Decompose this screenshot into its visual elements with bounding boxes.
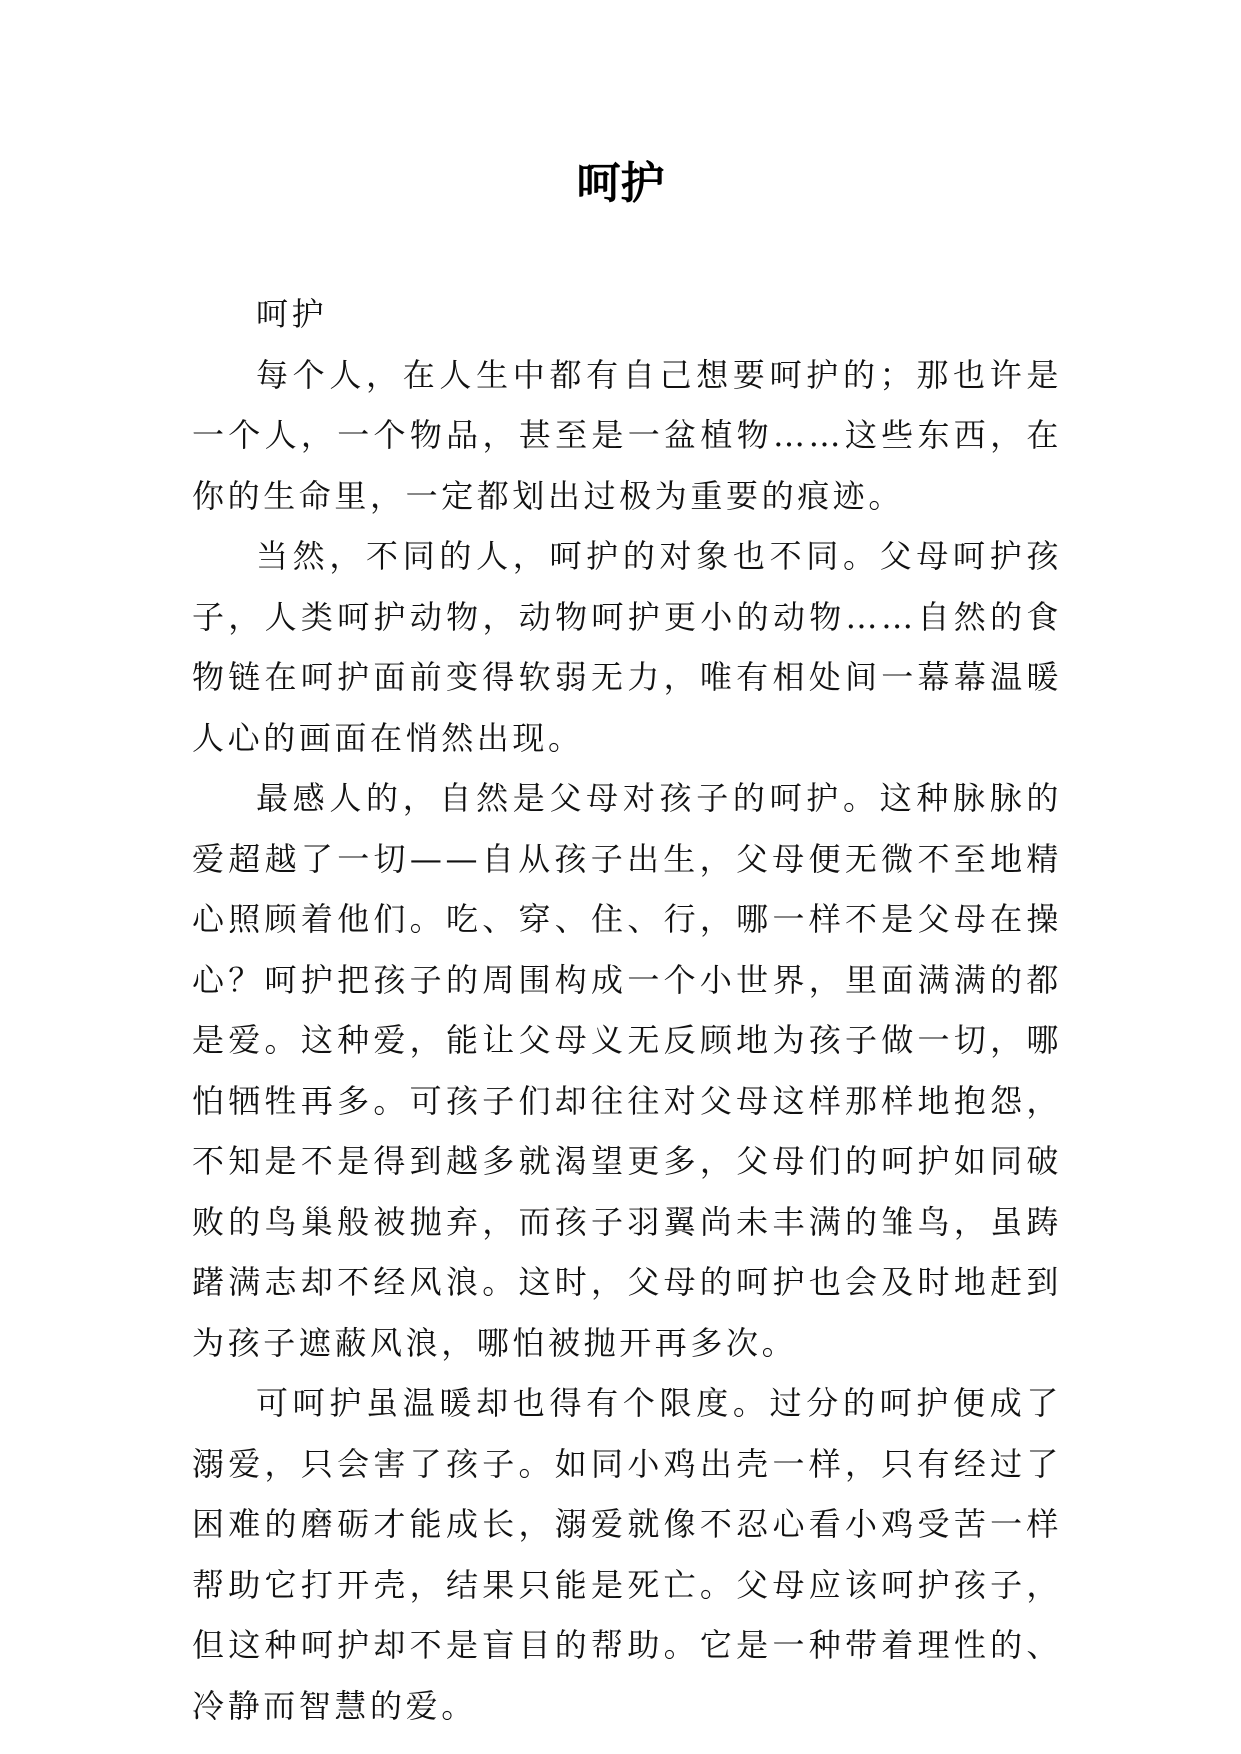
document-body [192,284,1062,1736]
paragraph-subtitle: 呵护 [256,295,328,333]
paragraph: 每个人，在人生中都有自己想要呵护的；那也许是一个人，一个物品，甚至是一盆植物……这些东西，在你的生命里，一定都划出过极为重要的痕迹。 [192,355,1062,515]
paragraph: 当然，不同的人，呵护的对象也不同。父母呵护孩子，人类呵护动物，动物呵护更小的动物……自然的食物链在呵护面前变得软弱无力，唯有相处间一幕幕温暖人心的画面在悄然出现。 [192,537,1062,757]
document-title: 呵护 [576,158,665,209]
paragraph: 最感人的，自然是父母对孩子的呵护。这种脉脉的爱超越了一切——自从孩子出生，父母便无微不至地精心照顾着他们。吃、穿、住、行，哪一样不是父母在操心？呵护把孩子的周围构成一个小世界，里面满满的都是爱。这种爱，能让父母义无反顾地为孩子做一切，哪怕牺牲再多。可孩子们却往往对父母这样那样地抱怨，不知是不是得到越多就渴望更多，父母们的呵护如同破败的鸟巢般被抛弃，而孩子羽翼尚未丰满的雏鸟，虽踌躇满志却不经风浪。这时，父母的呵护也会及时地赶到为孩子遮蔽风浪，哪怕被抛开再多次。 [192,779,1062,1362]
paragraph: 可呵护虽温暖却也得有个限度。过分的呵护便成了溺爱，只会害了孩子。如同小鸡出壳一样，只有经过了困难的磨砺才能成长，溺爱就像不忍心看小鸡受苦一样帮助它打开壳，结果只能是死亡。父母应该呵护孩子，但这种呵护却不是盲目的帮助。它是一种带着理性的、冷静而智慧的爱。 [192,1384,1062,1725]
